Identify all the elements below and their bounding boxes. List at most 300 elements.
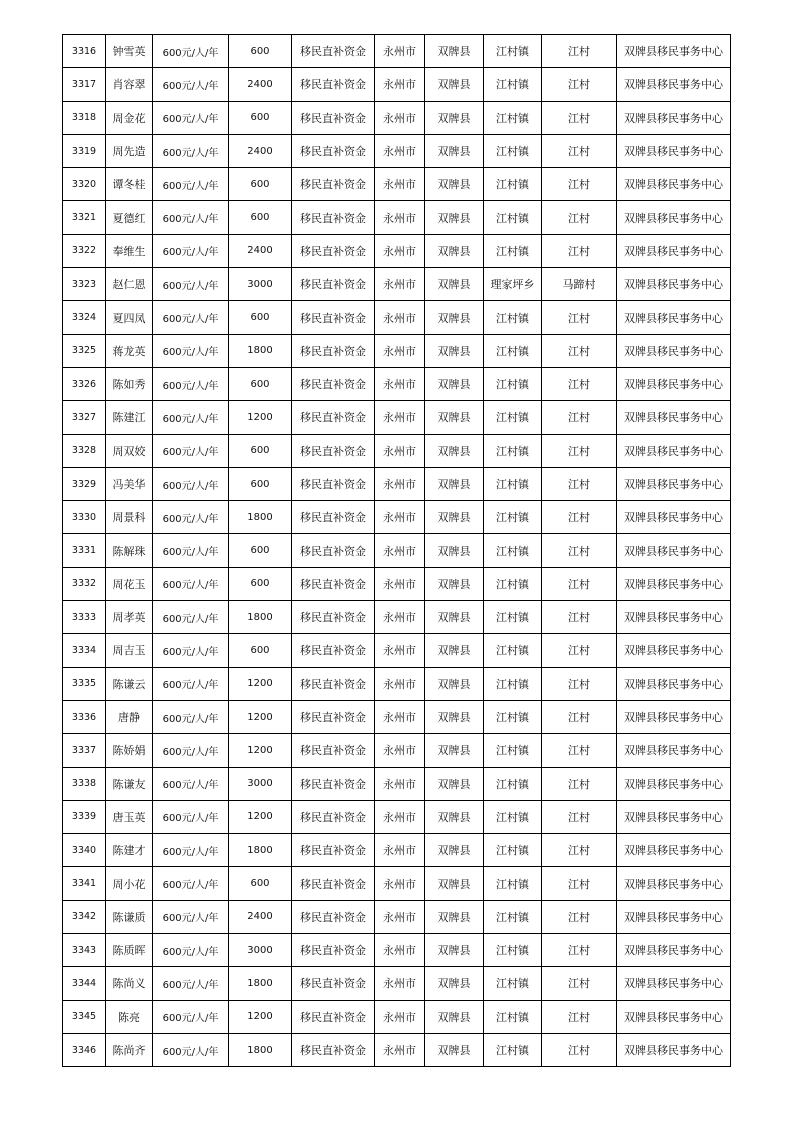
table-row [63,101,731,134]
county-name-cell: 双牌县 [425,800,484,833]
issuing-unit-cell: 双牌县移民事务中心 [617,534,731,567]
fund-type-cell: 移民直补资金 [292,434,375,467]
row-number-cell: 3342 [63,900,106,933]
subsidy-amount-cell: 600 [229,367,292,400]
issuing-unit-cell: 双牌县移民事务中心 [617,734,731,767]
city-name-cell: 永州市 [375,434,425,467]
recipient-name-cell: 冯美华 [106,467,153,500]
subsidy-standard-cell: 600元/人/年 [153,1033,229,1066]
town-name-cell: 江村镇 [484,367,542,400]
town-name-cell: 江村镇 [484,834,542,867]
village-name-cell: 江村 [542,334,617,367]
table-row [63,268,731,301]
subsidy-amount-cell: 1200 [229,800,292,833]
fund-type-cell: 移民直补资金 [292,301,375,334]
subsidy-amount-cell: 1200 [229,401,292,434]
issuing-unit-cell: 双牌县移民事务中心 [617,334,731,367]
fund-type-cell: 移民直补资金 [292,934,375,967]
issuing-unit-cell: 双牌县移民事务中心 [617,168,731,201]
row-number-cell: 3326 [63,367,106,400]
village-name-cell: 江村 [542,434,617,467]
row-number-cell: 3343 [63,934,106,967]
issuing-unit-cell: 双牌县移民事务中心 [617,867,731,900]
row-number-cell: 3333 [63,601,106,634]
issuing-unit-cell: 双牌县移民事务中心 [617,68,731,101]
subsidy-standard-cell: 600元/人/年 [153,967,229,1000]
town-name-cell: 江村镇 [484,201,542,234]
issuing-unit-cell: 双牌县移民事务中心 [617,800,731,833]
table-row [63,35,731,68]
table-row [63,134,731,167]
subsidy-amount-cell: 1800 [229,601,292,634]
county-name-cell: 双牌县 [425,1000,484,1033]
city-name-cell: 永州市 [375,834,425,867]
recipient-name-cell: 夏德红 [106,201,153,234]
subsidy-standard-cell: 600元/人/年 [153,767,229,800]
county-name-cell: 双牌县 [425,234,484,267]
town-name-cell: 江村镇 [484,68,542,101]
village-name-cell: 江村 [542,467,617,500]
subsidy-standard-cell: 600元/人/年 [153,168,229,201]
issuing-unit-cell: 双牌县移民事务中心 [617,367,731,400]
issuing-unit-cell: 双牌县移民事务中心 [617,101,731,134]
row-number-cell: 3328 [63,434,106,467]
recipient-name-cell: 陈娇娟 [106,734,153,767]
subsidy-amount-cell: 600 [229,301,292,334]
fund-type-cell: 移民直补资金 [292,734,375,767]
village-name-cell: 江村 [542,934,617,967]
village-name-cell: 江村 [542,1033,617,1066]
issuing-unit-cell: 双牌县移民事务中心 [617,601,731,634]
city-name-cell: 永州市 [375,101,425,134]
table-row [63,834,731,867]
table-row [63,900,731,933]
subsidy-standard-cell: 600元/人/年 [153,1000,229,1033]
table-row [63,700,731,733]
city-name-cell: 永州市 [375,567,425,600]
recipient-name-cell: 周金花 [106,101,153,134]
county-name-cell: 双牌县 [425,1033,484,1066]
issuing-unit-cell: 双牌县移民事务中心 [617,967,731,1000]
city-name-cell: 永州市 [375,534,425,567]
issuing-unit-cell: 双牌县移民事务中心 [617,201,731,234]
subsidy-amount-cell: 3000 [229,767,292,800]
fund-type-cell: 移民直补资金 [292,201,375,234]
fund-type-cell: 移民直补资金 [292,634,375,667]
recipient-name-cell: 周双姣 [106,434,153,467]
county-name-cell: 双牌县 [425,601,484,634]
city-name-cell: 永州市 [375,201,425,234]
recipient-name-cell: 陈谦友 [106,767,153,800]
subsidy-standard-cell: 600元/人/年 [153,501,229,534]
village-name-cell: 江村 [542,700,617,733]
row-number-cell: 3330 [63,501,106,534]
table-row [63,1000,731,1033]
village-name-cell: 江村 [542,834,617,867]
subsidy-standard-cell: 600元/人/年 [153,101,229,134]
town-name-cell: 江村镇 [484,567,542,600]
fund-type-cell: 移民直补资金 [292,134,375,167]
city-name-cell: 永州市 [375,301,425,334]
subsidy-standard-cell: 600元/人/年 [153,700,229,733]
town-name-cell: 江村镇 [484,101,542,134]
row-number-cell: 3322 [63,234,106,267]
recipient-name-cell: 陈尚义 [106,967,153,1000]
town-name-cell: 江村镇 [484,35,542,68]
fund-type-cell: 移民直补资金 [292,501,375,534]
issuing-unit-cell: 双牌县移民事务中心 [617,268,731,301]
recipient-name-cell: 周小花 [106,867,153,900]
row-number-cell: 3344 [63,967,106,1000]
fund-type-cell: 移民直补资金 [292,35,375,68]
town-name-cell: 江村镇 [484,634,542,667]
city-name-cell: 永州市 [375,601,425,634]
table-row [63,501,731,534]
recipient-name-cell: 唐玉英 [106,800,153,833]
subsidy-standard-cell: 600元/人/年 [153,567,229,600]
village-name-cell: 江村 [542,134,617,167]
city-name-cell: 永州市 [375,168,425,201]
county-name-cell: 双牌县 [425,168,484,201]
subsidy-standard-cell: 600元/人/年 [153,35,229,68]
table-row [63,734,731,767]
subsidy-amount-cell: 3000 [229,268,292,301]
county-name-cell: 双牌县 [425,634,484,667]
issuing-unit-cell: 双牌县移民事务中心 [617,767,731,800]
subsidy-amount-cell: 600 [229,867,292,900]
city-name-cell: 永州市 [375,934,425,967]
town-name-cell: 江村镇 [484,301,542,334]
town-name-cell: 江村镇 [484,800,542,833]
village-name-cell: 江村 [542,900,617,933]
subsidy-standard-cell: 600元/人/年 [153,334,229,367]
recipient-name-cell: 陈质晖 [106,934,153,967]
town-name-cell: 江村镇 [484,734,542,767]
county-name-cell: 双牌县 [425,667,484,700]
table-row [63,334,731,367]
city-name-cell: 永州市 [375,68,425,101]
table-row [63,934,731,967]
subsidy-standard-cell: 600元/人/年 [153,201,229,234]
city-name-cell: 永州市 [375,367,425,400]
county-name-cell: 双牌县 [425,734,484,767]
row-number-cell: 3346 [63,1033,106,1066]
fund-type-cell: 移民直补资金 [292,867,375,900]
city-name-cell: 永州市 [375,268,425,301]
table-row [63,234,731,267]
fund-type-cell: 移民直补资金 [292,268,375,301]
fund-type-cell: 移民直补资金 [292,401,375,434]
subsidy-amount-cell: 2400 [229,134,292,167]
subsidy-amount-cell: 2400 [229,900,292,933]
city-name-cell: 永州市 [375,1033,425,1066]
subsidy-standard-cell: 600元/人/年 [153,268,229,301]
table-row [63,1033,731,1066]
subsidy-amount-cell: 600 [229,634,292,667]
town-name-cell: 江村镇 [484,934,542,967]
issuing-unit-cell: 双牌县移民事务中心 [617,401,731,434]
town-name-cell: 江村镇 [484,534,542,567]
subsidy-standard-cell: 600元/人/年 [153,467,229,500]
row-number-cell: 3332 [63,567,106,600]
county-name-cell: 双牌县 [425,467,484,500]
recipient-name-cell: 肖容翠 [106,68,153,101]
town-name-cell: 江村镇 [484,401,542,434]
town-name-cell: 江村镇 [484,168,542,201]
subsidy-amount-cell: 1800 [229,334,292,367]
county-name-cell: 双牌县 [425,68,484,101]
fund-type-cell: 移民直补资金 [292,534,375,567]
subsidy-amount-cell: 2400 [229,68,292,101]
subsidy-standard-cell: 600元/人/年 [153,900,229,933]
city-name-cell: 永州市 [375,35,425,68]
fund-type-cell: 移民直补资金 [292,467,375,500]
row-number-cell: 3327 [63,401,106,434]
table-row [63,168,731,201]
county-name-cell: 双牌县 [425,501,484,534]
fund-type-cell: 移民直补资金 [292,234,375,267]
city-name-cell: 永州市 [375,467,425,500]
subsidy-amount-cell: 2400 [229,234,292,267]
village-name-cell: 江村 [542,634,617,667]
recipient-name-cell: 陈尚齐 [106,1033,153,1066]
city-name-cell: 永州市 [375,134,425,167]
town-name-cell: 江村镇 [484,967,542,1000]
subsidy-amount-cell: 1800 [229,501,292,534]
subsidy-amount-cell: 600 [229,168,292,201]
fund-type-cell: 移民直补资金 [292,68,375,101]
subsidy-table [62,34,731,1067]
fund-type-cell: 移民直补资金 [292,101,375,134]
fund-type-cell: 移民直补资金 [292,700,375,733]
village-name-cell: 江村 [542,734,617,767]
town-name-cell: 江村镇 [484,334,542,367]
table-row [63,367,731,400]
subsidy-amount-cell: 600 [229,201,292,234]
subsidy-standard-cell: 600元/人/年 [153,134,229,167]
village-name-cell: 江村 [542,534,617,567]
town-name-cell: 江村镇 [484,501,542,534]
fund-type-cell: 移民直补资金 [292,567,375,600]
table-row [63,667,731,700]
recipient-name-cell: 陈谦云 [106,667,153,700]
subsidy-amount-cell: 1200 [229,1000,292,1033]
subsidy-amount-cell: 600 [229,434,292,467]
recipient-name-cell: 陈建才 [106,834,153,867]
county-name-cell: 双牌县 [425,934,484,967]
table-row [63,867,731,900]
subsidy-standard-cell: 600元/人/年 [153,234,229,267]
recipient-name-cell: 周景科 [106,501,153,534]
city-name-cell: 永州市 [375,800,425,833]
row-number-cell: 3340 [63,834,106,867]
issuing-unit-cell: 双牌县移民事务中心 [617,1033,731,1066]
county-name-cell: 双牌县 [425,134,484,167]
town-name-cell: 江村镇 [484,667,542,700]
issuing-unit-cell: 双牌县移民事务中心 [617,667,731,700]
issuing-unit-cell: 双牌县移民事务中心 [617,567,731,600]
town-name-cell: 江村镇 [484,134,542,167]
recipient-name-cell: 奉维生 [106,234,153,267]
recipient-name-cell: 赵仁恩 [106,268,153,301]
issuing-unit-cell: 双牌县移民事务中心 [617,634,731,667]
town-name-cell: 江村镇 [484,434,542,467]
subsidy-amount-cell: 600 [229,35,292,68]
fund-type-cell: 移民直补资金 [292,900,375,933]
recipient-name-cell: 陈建江 [106,401,153,434]
subsidy-amount-cell: 1800 [229,834,292,867]
city-name-cell: 永州市 [375,700,425,733]
issuing-unit-cell: 双牌县移民事务中心 [617,301,731,334]
fund-type-cell: 移民直补资金 [292,1000,375,1033]
issuing-unit-cell: 双牌县移民事务中心 [617,434,731,467]
row-number-cell: 3336 [63,700,106,733]
village-name-cell: 江村 [542,501,617,534]
county-name-cell: 双牌县 [425,534,484,567]
city-name-cell: 永州市 [375,900,425,933]
row-number-cell: 3331 [63,534,106,567]
village-name-cell: 江村 [542,35,617,68]
row-number-cell: 3325 [63,334,106,367]
subsidy-standard-cell: 600元/人/年 [153,734,229,767]
row-number-cell: 3321 [63,201,106,234]
village-name-cell: 江村 [542,867,617,900]
county-name-cell: 双牌县 [425,700,484,733]
row-number-cell: 3319 [63,134,106,167]
recipient-name-cell: 夏四凤 [106,301,153,334]
city-name-cell: 永州市 [375,1000,425,1033]
town-name-cell: 江村镇 [484,900,542,933]
fund-type-cell: 移民直补资金 [292,667,375,700]
county-name-cell: 双牌县 [425,301,484,334]
row-number-cell: 3316 [63,35,106,68]
recipient-name-cell: 陈如秀 [106,367,153,400]
fund-type-cell: 移民直补资金 [292,767,375,800]
fund-type-cell: 移民直补资金 [292,834,375,867]
subsidy-amount-cell: 1800 [229,967,292,1000]
fund-type-cell: 移民直补资金 [292,168,375,201]
fund-type-cell: 移民直补资金 [292,1033,375,1066]
city-name-cell: 永州市 [375,634,425,667]
recipient-name-cell: 周吉玉 [106,634,153,667]
town-name-cell: 江村镇 [484,234,542,267]
subsidy-amount-cell: 1200 [229,734,292,767]
issuing-unit-cell: 双牌县移民事务中心 [617,134,731,167]
table-row [63,800,731,833]
town-name-cell: 江村镇 [484,1000,542,1033]
table-body [63,35,731,1067]
subsidy-amount-cell: 600 [229,534,292,567]
city-name-cell: 永州市 [375,767,425,800]
county-name-cell: 双牌县 [425,334,484,367]
town-name-cell: 江村镇 [484,767,542,800]
recipient-name-cell: 唐静 [106,700,153,733]
fund-type-cell: 移民直补资金 [292,967,375,1000]
county-name-cell: 双牌县 [425,767,484,800]
village-name-cell: 江村 [542,201,617,234]
county-name-cell: 双牌县 [425,867,484,900]
county-name-cell: 双牌县 [425,900,484,933]
fund-type-cell: 移民直补资金 [292,334,375,367]
table-row [63,201,731,234]
recipient-name-cell: 陈亮 [106,1000,153,1033]
village-name-cell: 马蹄村 [542,268,617,301]
county-name-cell: 双牌县 [425,268,484,301]
table-row [63,601,731,634]
subsidy-amount-cell: 600 [229,467,292,500]
county-name-cell: 双牌县 [425,567,484,600]
county-name-cell: 双牌县 [425,367,484,400]
table-row [63,534,731,567]
row-number-cell: 3318 [63,101,106,134]
table-row [63,767,731,800]
county-name-cell: 双牌县 [425,101,484,134]
table-row [63,967,731,1000]
village-name-cell: 江村 [542,967,617,1000]
issuing-unit-cell: 双牌县移民事务中心 [617,834,731,867]
recipient-name-cell: 钟雪英 [106,35,153,68]
issuing-unit-cell: 双牌县移民事务中心 [617,934,731,967]
county-name-cell: 双牌县 [425,967,484,1000]
table-row [63,401,731,434]
subsidy-standard-cell: 600元/人/年 [153,434,229,467]
recipient-name-cell: 谭冬桂 [106,168,153,201]
row-number-cell: 3320 [63,168,106,201]
subsidy-standard-cell: 600元/人/年 [153,634,229,667]
county-name-cell: 双牌县 [425,434,484,467]
city-name-cell: 永州市 [375,334,425,367]
row-number-cell: 3341 [63,867,106,900]
city-name-cell: 永州市 [375,734,425,767]
issuing-unit-cell: 双牌县移民事务中心 [617,1000,731,1033]
table-row [63,467,731,500]
recipient-name-cell: 陈解珠 [106,534,153,567]
subsidy-standard-cell: 600元/人/年 [153,867,229,900]
issuing-unit-cell: 双牌县移民事务中心 [617,900,731,933]
village-name-cell: 江村 [542,367,617,400]
village-name-cell: 江村 [542,401,617,434]
village-name-cell: 江村 [542,601,617,634]
town-name-cell: 理家坪乡 [484,268,542,301]
city-name-cell: 永州市 [375,867,425,900]
row-number-cell: 3338 [63,767,106,800]
town-name-cell: 江村镇 [484,700,542,733]
issuing-unit-cell: 双牌县移民事务中心 [617,234,731,267]
county-name-cell: 双牌县 [425,35,484,68]
subsidy-amount-cell: 1200 [229,667,292,700]
row-number-cell: 3323 [63,268,106,301]
subsidy-standard-cell: 600元/人/年 [153,601,229,634]
subsidy-standard-cell: 600元/人/年 [153,367,229,400]
recipient-name-cell: 蒋龙英 [106,334,153,367]
subsidy-standard-cell: 600元/人/年 [153,534,229,567]
row-number-cell: 3337 [63,734,106,767]
recipient-name-cell: 周先造 [106,134,153,167]
fund-type-cell: 移民直补资金 [292,601,375,634]
subsidy-standard-cell: 600元/人/年 [153,667,229,700]
county-name-cell: 双牌县 [425,834,484,867]
issuing-unit-cell: 双牌县移民事务中心 [617,35,731,68]
table-row [63,434,731,467]
table-row [63,567,731,600]
subsidy-amount-cell: 600 [229,567,292,600]
subsidy-amount-cell: 1200 [229,700,292,733]
row-number-cell: 3317 [63,68,106,101]
issuing-unit-cell: 双牌县移民事务中心 [617,700,731,733]
row-number-cell: 3334 [63,634,106,667]
village-name-cell: 江村 [542,301,617,334]
village-name-cell: 江村 [542,567,617,600]
